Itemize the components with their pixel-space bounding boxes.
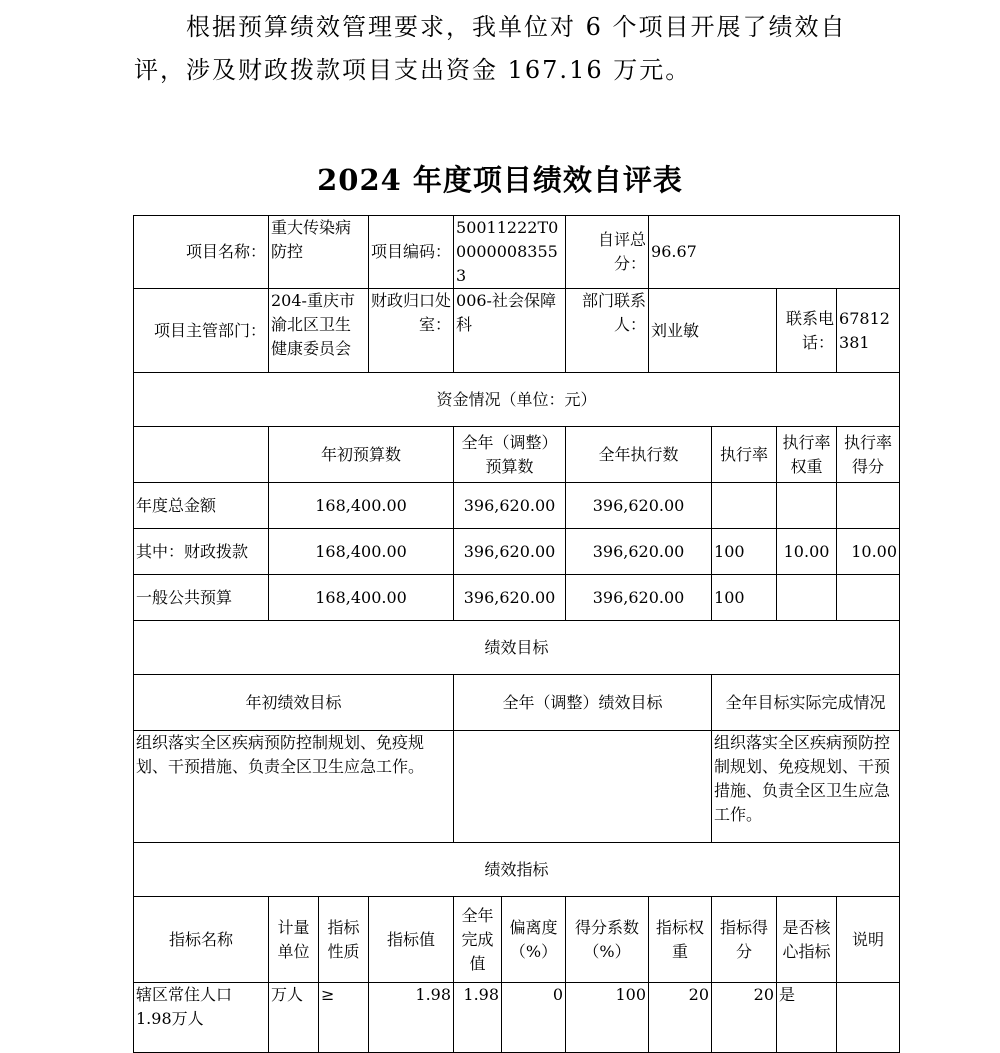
funds-row-label: 其中：财政拨款 (134, 529, 269, 575)
funds-row-weight (777, 575, 837, 621)
goals-header-actual: 全年目标实际完成情况 (712, 675, 900, 731)
page-title: 2024 年度项目绩效自评表 (317, 163, 683, 197)
funds-header-rate: 执行率 (712, 427, 777, 483)
info-row-1 (134, 216, 900, 289)
self-score-label: 自评总分： (566, 216, 649, 289)
intro-line-1: 根据预算绩效管理要求，我单位对 6 个项目开展了绩效自 (186, 13, 847, 41)
funds-row-rate: 100 (712, 575, 777, 621)
goals-header-adjusted: 全年（调整）绩效目标 (454, 675, 712, 731)
ind-header-weight: 指标权重 (649, 897, 712, 983)
ind-header-coef: 得分系数（%） (566, 897, 649, 983)
ind-nature: ≥ (319, 983, 369, 1053)
ind-header-name: 指标名称 (134, 897, 269, 983)
funds-row-initial: 168,400.00 (269, 575, 454, 621)
funds-header-executed: 全年执行数 (566, 427, 712, 483)
funds-row-initial: 168,400.00 (269, 529, 454, 575)
ind-header-score: 指标得分 (712, 897, 777, 983)
goals-actual-text: 组织落实全区疾病预防控制规划、免疫规划、干预措施、负责全区卫生应急工作。 (712, 731, 900, 843)
funds-row-rate: 100 (712, 529, 777, 575)
ind-weight: 20 (649, 983, 712, 1053)
ind-unit: 万人 (269, 983, 319, 1053)
funds-row-adjusted: 396,620.00 (454, 575, 566, 621)
ind-core: 是 (777, 983, 837, 1053)
ind-header-deviation: 偏离度（%） (502, 897, 566, 983)
goals-initial-text: 组织落实全区疾病预防控制规划、免疫规划、干预措施、负责全区卫生应急工作。 (134, 731, 454, 843)
ind-header-nature: 指标性质 (319, 897, 369, 983)
ind-done: 1.98 (454, 983, 502, 1053)
funds-row-label: 一般公共预算 (134, 575, 269, 621)
ind-coef: 100 (566, 983, 649, 1053)
ind-header-core: 是否核心指标 (777, 897, 837, 983)
funds-row-executed: 396,620.00 (566, 483, 712, 529)
funds-header-weight: 执行率权重 (777, 427, 837, 483)
phone-value: 67812381 (837, 289, 900, 373)
ind-header-unit: 计量单位 (269, 897, 319, 983)
funds-row-score (837, 483, 900, 529)
project-code-label: 项目编码： (369, 216, 454, 289)
funds-row-adjusted: 396,620.00 (454, 483, 566, 529)
funds-row-initial: 168,400.00 (269, 483, 454, 529)
contact-value: 刘业敏 (649, 289, 777, 373)
dept-label: 项目主管部门： (134, 289, 269, 373)
intro-line-2: 评，涉及财政拨款项目支出资金 167.16 万元。 (134, 56, 692, 84)
indicators-section-header (134, 843, 900, 897)
funds-row-rate (712, 483, 777, 529)
funds-column-headers (134, 427, 900, 483)
self-score-value: 96.67 (649, 216, 900, 289)
funds-row-score (837, 575, 900, 621)
goals-section-title: 绩效目标 (134, 621, 900, 675)
funds-row-score: 10.00 (837, 529, 900, 575)
phone-label: 联系电话： (777, 289, 837, 373)
funds-row-weight: 10.00 (777, 529, 837, 575)
funds-row (134, 575, 900, 621)
info-row-2 (134, 289, 900, 373)
ind-note (837, 983, 900, 1053)
indicators-column-headers (134, 897, 900, 983)
ind-value: 1.98 (369, 983, 454, 1053)
ind-header-done: 全年完成值 (454, 897, 502, 983)
ind-deviation: 0 (502, 983, 566, 1053)
project-name-value: 重大传染病防控 (269, 216, 369, 289)
goals-column-headers (134, 675, 900, 731)
funds-section-title: 资金情况（单位：元） (134, 373, 900, 427)
intro-paragraph (134, 6, 894, 92)
office-value: 006-社会保障科 (454, 289, 566, 373)
goals-content-row (134, 731, 900, 843)
goals-section-header (134, 621, 900, 675)
funds-row-weight (777, 483, 837, 529)
funds-header-score: 执行率得分 (837, 427, 900, 483)
ind-header-note: 说明 (837, 897, 900, 983)
dept-value: 204-重庆市渝北区卫生健康委员会 (269, 289, 369, 373)
goals-header-initial: 年初绩效目标 (134, 675, 454, 731)
indicators-section-title: 绩效指标 (134, 843, 900, 897)
funds-row-executed: 396,620.00 (566, 575, 712, 621)
contact-label: 部门联系人： (566, 289, 649, 373)
funds-corner-cell (134, 427, 269, 483)
funds-row (134, 483, 900, 529)
funds-header-adjusted: 全年（调整）预算数 (454, 427, 566, 483)
funds-row-executed: 396,620.00 (566, 529, 712, 575)
ind-score: 20 (712, 983, 777, 1053)
indicator-row (134, 983, 900, 1053)
funds-row-adjusted: 396,620.00 (454, 529, 566, 575)
ind-name: 辖区常住人口1.98万人 (134, 983, 269, 1053)
funds-header-initial: 年初预算数 (269, 427, 454, 483)
evaluation-table (133, 215, 900, 1053)
funds-row-label: 年度总金额 (134, 483, 269, 529)
funds-section-header (134, 373, 900, 427)
office-label: 财政归口处室： (369, 289, 454, 373)
ind-header-value: 指标值 (369, 897, 454, 983)
goals-adjusted-text (454, 731, 712, 843)
project-name-label: 项目名称： (134, 216, 269, 289)
project-code-value: 50011222T000000083553 (454, 216, 566, 289)
funds-row (134, 529, 900, 575)
